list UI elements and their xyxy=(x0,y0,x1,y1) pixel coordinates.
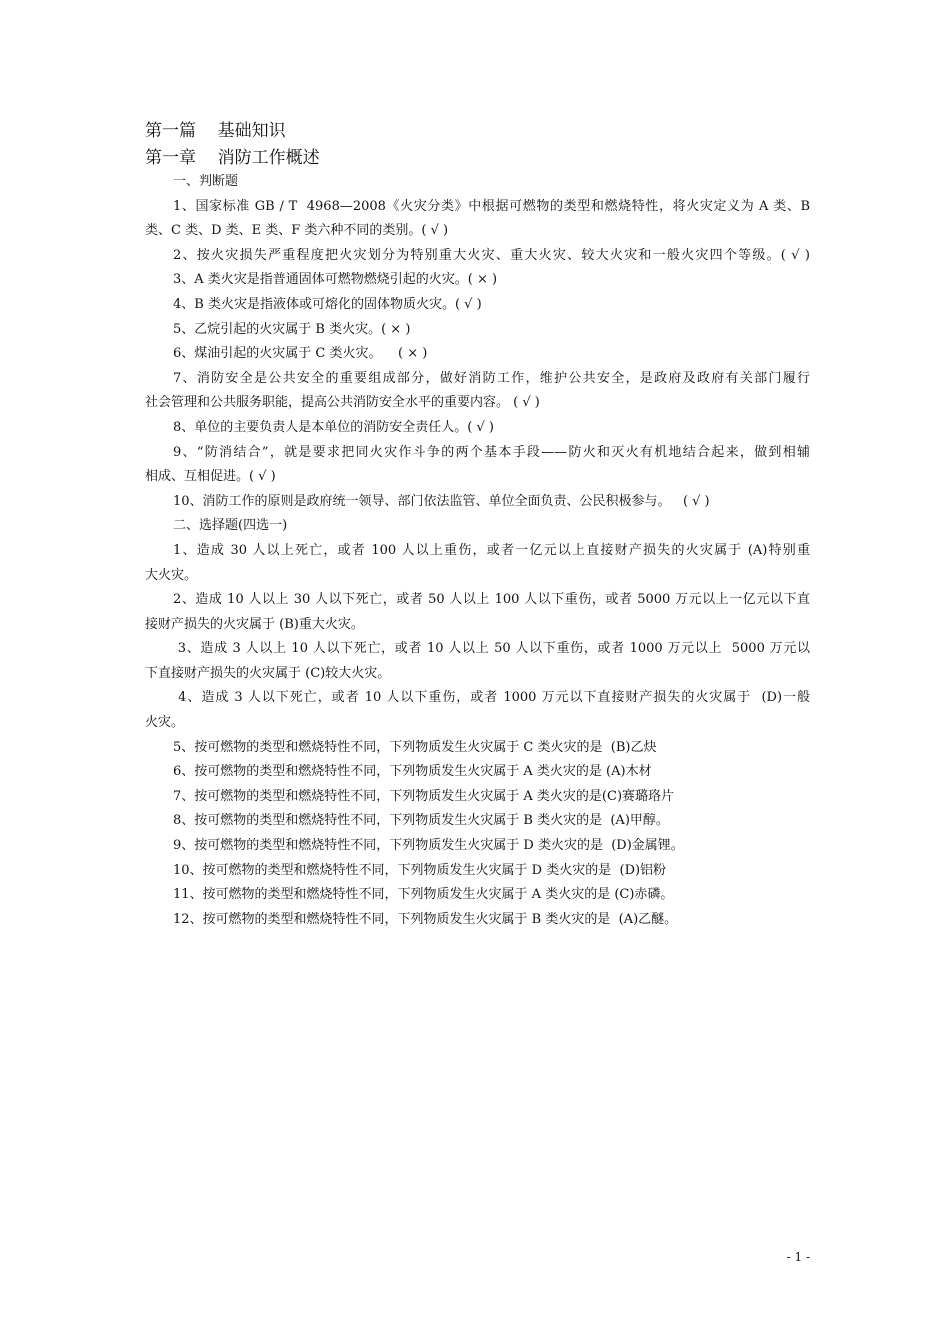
text-line: 二、选择题(四选一) xyxy=(173,518,288,534)
body-text xyxy=(145,170,810,932)
text-line: 2、按火灾损失严重程度把火灾划分为特别重大火灾、重大火灾、较大火灾和一般火灾四个等级。( √ ) xyxy=(173,247,810,263)
text-line: 11、按可燃物的类型和燃烧特性不同，下列物质发生火灾属于 A 类火灾的是 (C)赤磷。 xyxy=(173,887,674,903)
part-title: 第一篇 基础知识 xyxy=(145,121,286,141)
text-line: 9、按可燃物的类型和燃烧特性不同，下列物质发生火灾属于 D 类火灾的是 (D)金属锂。 xyxy=(173,838,684,854)
text-line: 火灾。 xyxy=(145,715,185,731)
text-line: 相成、互相促进。( √ ) xyxy=(145,469,276,485)
text-line: 社会管理和公共服务职能，提高公共消防安全水平的重要内容。 ( √ ) xyxy=(145,395,540,411)
text-line: 4、造成 3 人以下死亡，或者 10 人以下重伤，或者 1000 万元以下直接财产损失的火灾属于 (D)一般 xyxy=(173,690,810,706)
text-line: 7、消防安全是公共安全的重要组成部分，做好消防工作，维护公共安全，是政府及政府有关部门履行 xyxy=(173,370,810,386)
text-line: 接财产损失的火灾属于 (B)重大火灾。 xyxy=(145,616,364,632)
text-line: 9、“防消结合”，就是要求把同火灾作斗争的两个基本手段——防火和灭火有机地结合起来，做到相辅 xyxy=(173,444,810,460)
text-line: 5、乙烷引起的火灾属于 B 类火灾。( × ) xyxy=(173,321,411,337)
page-number: - 1 - xyxy=(786,1250,810,1264)
text-line: 2、造成 10 人以上 30 人以下死亡，或者 50 人以上 100 人以下重伤，或者 5000 万元以上一亿元以下直 xyxy=(173,592,810,608)
text-line: 6、按可燃物的类型和燃烧特性不同，下列物质发生火灾属于 A 类火灾的是 (A)木材 xyxy=(173,764,652,780)
text-line: 3、A 类火灾是指普通固体可燃物燃烧引起的火灾。( × ) xyxy=(173,272,498,288)
text-line: 类、C 类、D 类、E 类、F 类六种不同的类别。( √ ) xyxy=(145,223,449,239)
text-line: 8、单位的主要负责人是本单位的消防安全责任人。( √ ) xyxy=(173,419,494,435)
text-line: 5、按可燃物的类型和燃烧特性不同，下列物质发生火灾属于 C 类火灾的是 (B)乙炔 xyxy=(173,739,657,755)
text-line: 8、按可燃物的类型和燃烧特性不同，下列物质发生火灾属于 B 类火灾的是 (A)甲醇。 xyxy=(173,813,669,829)
text-line: 10、消防工作的原则是政府统一领导、部门依法监管、单位全面负责、公民积极参与。 ( √ ) xyxy=(173,493,710,509)
text-line: 4、B 类火灾是指液体或可熔化的固体物质火灾。( √ ) xyxy=(173,296,482,312)
text-line: 1、造成 30 人以上死亡，或者 100 人以上重伤，或者一亿元以上直接财产损失的火灾属于 (A)特别重 xyxy=(173,542,810,558)
text-line: 1、国家标准 GB / T 4968—2008《火灾分类》中根据可燃物的类型和燃烧特性，将火灾定义为 A 类、B xyxy=(173,198,810,214)
chapter-title: 第一章 消防工作概述 xyxy=(145,148,320,168)
text-line: 下直接财产损失的火灾属于 (C)较大火灾。 xyxy=(145,665,391,681)
text-line: 3、造成 3 人以上 10 人以下死亡，或者 10 人以上 50 人以下重伤，或者 1000 万元以上 5000 万元以 xyxy=(173,641,810,657)
text-line: 6、煤油引起的火灾属于 C 类火灾。 ( × ) xyxy=(173,346,428,362)
text-line: 大火灾。 xyxy=(145,567,198,583)
text-line: 7、按可燃物的类型和燃烧特性不同，下列物质发生火灾属于 A 类火灾的是(C)赛璐珞片 xyxy=(173,788,675,804)
text-line: 10、按可燃物的类型和燃烧特性不同，下列物质发生火灾属于 D 类火灾的是 (D)铝粉 xyxy=(173,862,667,878)
text-line: 一、判断题 xyxy=(173,174,239,189)
text-line: 12、按可燃物的类型和燃烧特性不同，下列物质发生火灾属于 B 类火灾的是 (A)乙醚。 xyxy=(173,911,678,927)
